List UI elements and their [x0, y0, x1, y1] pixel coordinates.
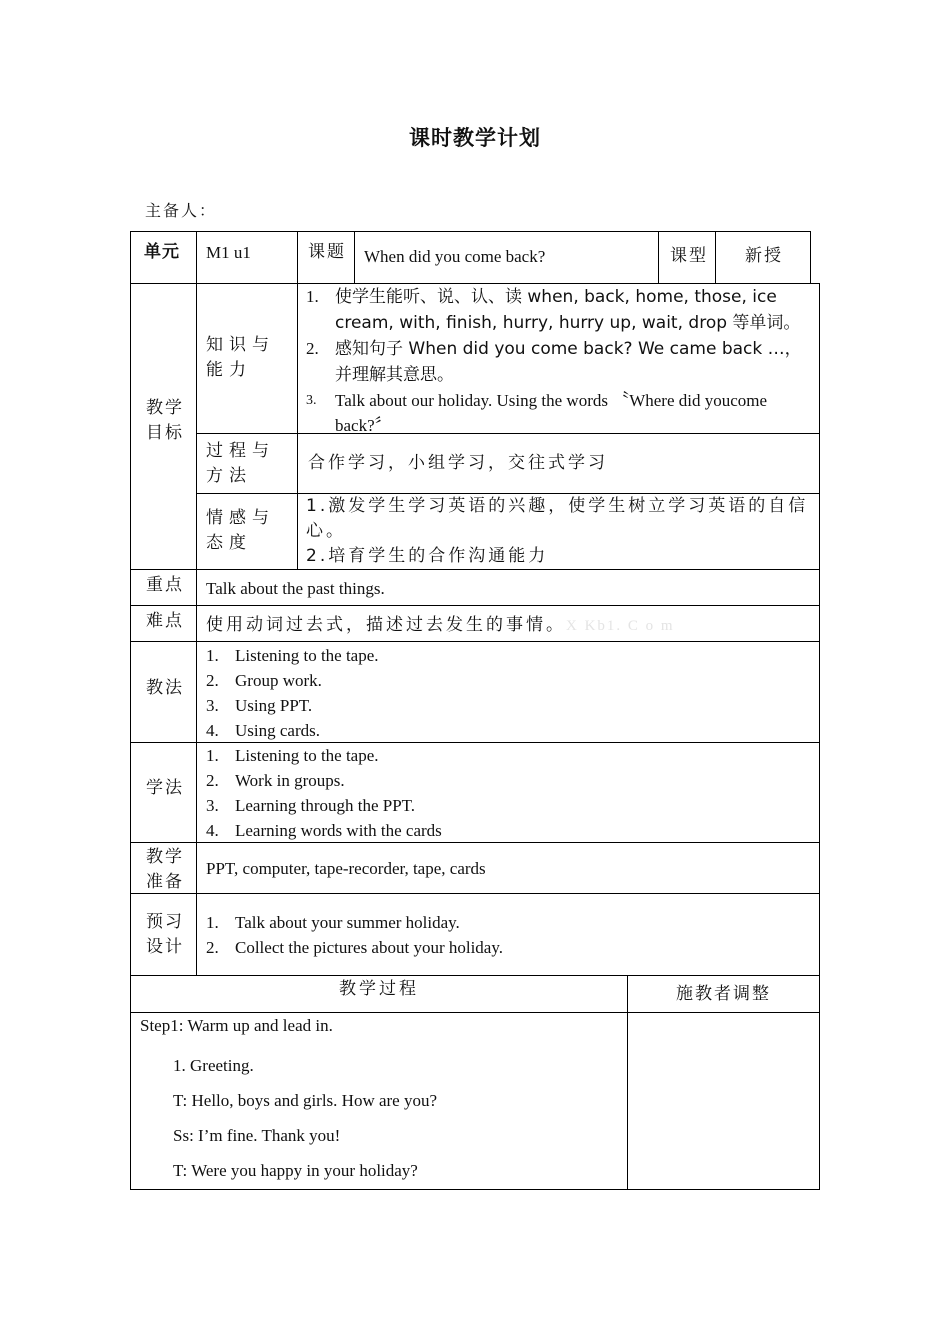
process-line: T: Hello, boys and girls. How are you?: [173, 1091, 438, 1110]
list-item: 3. Using PPT.: [206, 696, 313, 715]
objectives-label: 教学目标: [130, 283, 197, 570]
knowledge-list: [306, 284, 811, 438]
process-line: Step1: Warm up and lead in.: [140, 1016, 333, 1035]
preview-content: [196, 893, 820, 976]
process-header: 教学过程: [130, 975, 628, 1013]
process-method-label: 过程与方法: [196, 433, 298, 494]
emotion-content: [297, 493, 820, 570]
teaching-methods-list: [206, 643, 819, 743]
preparation-text: PPT, computer, tape-recorder, tape, cards: [196, 842, 820, 894]
list-item: 1. Talk about your summer holiday.: [206, 913, 460, 932]
type-label: 课型: [658, 231, 716, 284]
teaching-methods-label: 教法: [130, 641, 197, 743]
type-value: 新授: [715, 231, 811, 284]
process-line: T: Were you happy in your holiday?: [173, 1161, 418, 1180]
preparer-label: 主备人：: [145, 201, 218, 220]
difficulty-content: [196, 605, 820, 642]
learning-methods-list: [206, 743, 819, 843]
page-title: 课时教学计划: [409, 126, 541, 150]
watermark: X Kb1. C o m: [566, 618, 675, 634]
adjust-content: [627, 1012, 820, 1190]
preview-label: 预习设计: [130, 893, 197, 976]
knowledge-content: [297, 283, 820, 434]
list-item: 1. 使学生能听、说、认、读 when, back, home, those, ice cream, with, finish, hurry, hurry up, wait, drop 等单词。: [306, 287, 801, 333]
knowledge-label: 知识与能力: [196, 283, 298, 434]
emotion-label: 情感与态度: [196, 493, 298, 570]
process-line: Ss: I’m fine. Thank you!: [173, 1126, 341, 1145]
unit-label: 单元: [130, 231, 197, 284]
key-point-label: 重点: [130, 569, 197, 606]
list-item: 1. Listening to the tape.: [206, 746, 379, 765]
list-item: 2. Collect the pictures about your holiday.: [206, 938, 503, 957]
preview-list: [206, 910, 819, 960]
list-item: 4. Using cards.: [206, 721, 320, 740]
list-item: 2. Work in groups.: [206, 771, 345, 790]
key-point-text: Talk about the past things.: [196, 569, 820, 606]
learning-methods-label: 学法: [130, 742, 197, 843]
list-item: 1. Listening to the tape.: [206, 646, 379, 665]
unit-value: M1 u1: [196, 231, 298, 284]
preparation-label: 教学准备: [130, 842, 197, 894]
process-content: [130, 1012, 628, 1190]
difficulty-label: 难点: [130, 605, 197, 642]
topic-label: 课题: [297, 231, 355, 284]
difficulty-text: 使用动词过去式，描述过去发生的事情。: [206, 615, 566, 635]
adjust-header: 施教者调整: [627, 975, 820, 1013]
emotion-line-2: 2.培育学生的合作沟通能力: [306, 546, 549, 566]
process-line: 1. Greeting.: [173, 1056, 254, 1075]
list-item: 3. Talk about our holiday. Using the words 〝Where did youcome back?〞: [306, 391, 768, 435]
teaching-methods-content: [196, 641, 820, 743]
list-item: 4. Learning words with the cards: [206, 821, 442, 840]
emotion-line-1: 1.激发学生学习英语的兴趣，使学生树立学习英语的自信心。: [306, 496, 809, 541]
process-method-text: 合作学习，小组学习，交往式学习: [297, 433, 820, 494]
list-item: 2. 感知句子 When did you come back? We came back …，并理解其意思。: [306, 339, 802, 385]
learning-methods-content: [196, 742, 820, 843]
list-item: 3. Learning through the PPT.: [206, 796, 416, 815]
topic-value: When did you come back?: [354, 231, 659, 284]
list-item: 2. Group work.: [206, 671, 322, 690]
